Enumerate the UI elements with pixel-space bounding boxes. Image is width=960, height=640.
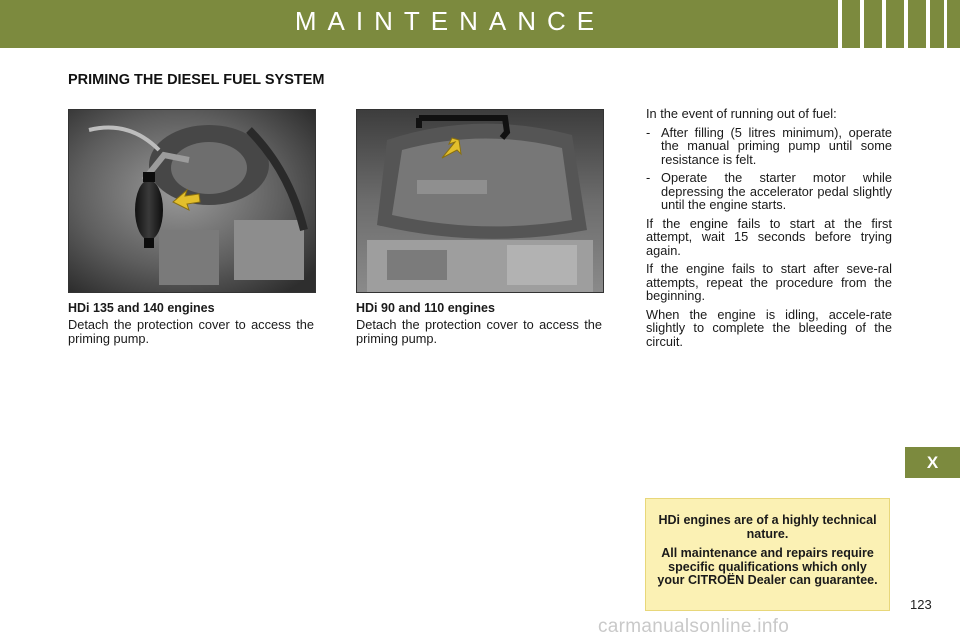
page-title: MAINTENANCE <box>294 6 606 36</box>
header-stripe <box>904 0 908 48</box>
section-title: PRIMING THE DIESEL FUEL SYSTEM <box>68 72 325 88</box>
figure-caption-1: HDi 135 and 140 engines <box>68 301 215 315</box>
header-stripe <box>860 0 864 48</box>
instructions <box>646 107 892 353</box>
instruction-paragraph-2: If the engine fails to start after seve-ral attempts, repeat the procedure from the beginning. <box>646 261 892 303</box>
page-number: 123 <box>910 597 932 612</box>
header-stripe <box>882 0 886 48</box>
instruction-paragraph-3: When the engine is idling, accele-rate slightly to complete the bleeding of the circuit. <box>646 306 892 349</box>
watermark: carmanualsonline.info <box>598 616 790 637</box>
notice-line-1: HDi engines are of a highly technical nature. <box>658 513 877 541</box>
notice-line-2: All maintenance and repairs require specific qualifications which only your CITROËN Dealer can guarantee. <box>657 546 878 587</box>
header-stripe <box>838 0 842 48</box>
list-item: - After filling (5 litres minimum), operate the manual priming pump until some resistance is felt. <box>646 124 892 167</box>
figure-text-2: Detach the protection cover to access the priming pump. <box>356 317 602 346</box>
chapter-tab[interactable]: X <box>905 447 960 478</box>
figure-caption-2: HDi 90 and 110 engines <box>356 301 495 315</box>
header-stripe <box>926 0 930 48</box>
list-item: - Operate the starter motor while depressing the accelerator pedal slightly until the engine starts. <box>646 170 892 212</box>
header-bar <box>0 0 960 48</box>
engine-photo-hdi-90-110 <box>356 109 604 293</box>
notice-box <box>645 498 890 611</box>
instruction-paragraph-1: If the engine fails to start at the first attempt, wait 15 seconds before trying again. <box>646 215 892 258</box>
instruction-step-2: Operate the starter motor while depressing the accelerator pedal slightly until the engine starts. <box>661 170 892 212</box>
figure-text-1: Detach the protection cover to access the priming pump. <box>68 317 314 346</box>
instruction-step-1: After filling (5 litres minimum), operate the manual priming pump until some resistance is felt. <box>661 124 892 167</box>
instructions-intro: In the event of running out of fuel: <box>646 106 837 121</box>
engine-photo-hdi-135-140 <box>68 109 316 293</box>
header-stripe <box>944 0 947 48</box>
